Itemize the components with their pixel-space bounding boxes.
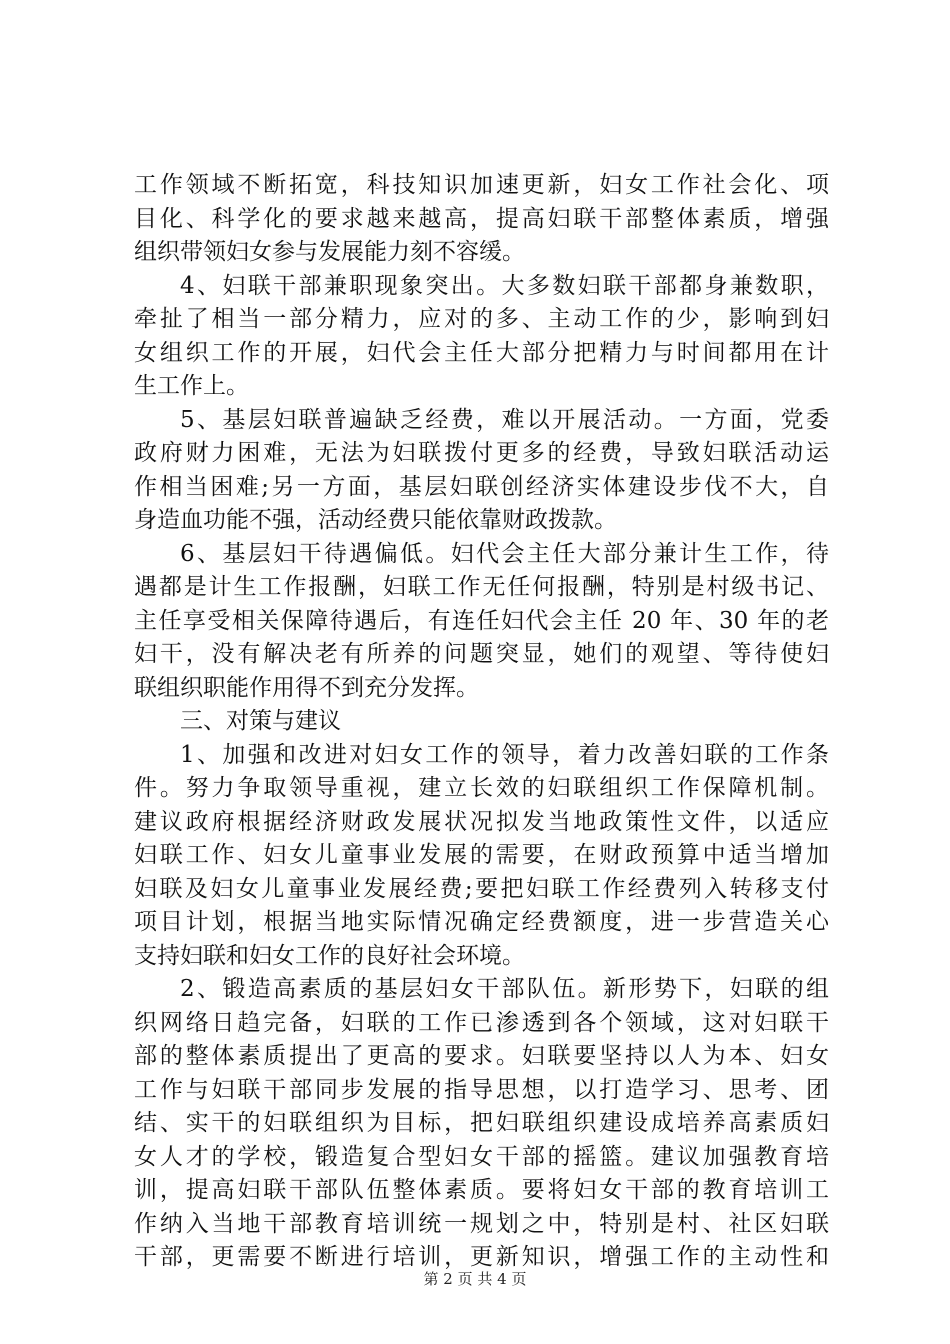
text-line: 妇干，没有解决老有所养的问题突显，她们的观望、等待使妇 [134,641,829,667]
text-line: 作纳入当地干部教育培训统一规划之中，特别是村、社区妇联 [134,1210,829,1237]
paragraph-first-line: 1、加强和改进对妇女工作的领导，着力改善妇联的工作条 [180,741,829,768]
text-line: 训，提高妇联干部队伍整体素质。要将妇女干部的教育培训工 [134,1177,829,1203]
paragraph-first-line: 2、锻造高素质的基层妇女干部队伍。新形势下，妇联的组 [180,976,829,1002]
text-line: 织网络日趋完备，妇联的工作已渗透到各个领域，这对妇联干 [134,1009,829,1036]
text-line: 目化、科学化的要求越来越高，提高妇联干部整体素质，增强 [134,205,829,232]
page-number-footer: 第 2 页 共 4 页 [423,1270,527,1288]
paragraph-first-line: 4、妇联干部兼职现象突出。大多数妇联干部都身兼数职， [180,272,829,299]
text-line: 工作领域不断拓宽，科技知识加速更新，妇女工作社会化、项 [134,172,829,198]
text-line: 联组织职能作用得不到充分发挥。 [134,674,479,701]
text-line: 组织带领妇女参与发展能力刻不容缓。 [134,239,525,265]
text-line: 干部，更需要不断进行培训，更新知识，增强工作的主动性和 [134,1244,829,1270]
text-line: 政府财力困难，无法为妇联拨付更多的经费，导致妇联活动运 [134,440,829,466]
text-line: 遇都是计生工作报酬，妇联工作无任何报酬，特别是村级书记、 [134,574,829,600]
text-line: 支持妇联和妇女工作的良好社会环境。 [134,942,525,969]
text-line: 部的整体素质提出了更高的要求。妇联要坚持以人为本、妇女 [134,1043,829,1069]
text-line: 牵扯了相当一部分精力，应对的多、主动工作的少，影响到妇 [134,306,829,332]
text-line: 作相当困难;另一方面，基层妇联创经济实体建设步伐不大，自 [134,473,829,500]
text-line: 工作与妇联干部同步发展的指导思想，以打造学习、思考、团 [134,1076,829,1103]
document-body [134,169,829,1275]
text-line: 女人才的学校，锻造复合型妇女干部的摇篮。建议加强教育培 [134,1143,829,1170]
section-heading: 三、对策与建议 [180,708,341,734]
text-line: 妇联工作、妇女儿童事业发展的需要，在财政预算中适当增加 [134,842,829,868]
text-line: 建议政府根据经济财政发展状况拟发当地政策性文件，以适应 [134,808,829,835]
text-line: 身造血功能不强，活动经费只能依靠财政拨款。 [134,507,617,533]
paragraph-first-line: 5、基层妇联普遍缺乏经费，难以开展活动。一方面，党委 [180,406,829,433]
paragraph-first-line: 6、基层妇干待遇偏低。妇代会主任大部分兼计生工作，待 [180,540,829,567]
text-line: 项目计划，根据当地实际情况确定经费额度，进一步营造关心 [134,909,829,935]
text-line: 女组织工作的开展，妇代会主任大部分把精力与时间都用在计 [134,339,829,366]
text-line: 妇联及妇女儿童事业发展经费;要把妇联工作经费列入转移支付 [134,875,829,902]
text-line: 主任享受相关保障待遇后，有连任妇代会主任 20 年、30 年的老 [134,607,829,634]
text-line: 件。努力争取领导重视，建立长效的妇联组织工作保障机制。 [134,775,829,801]
text-line: 结、实干的妇联组织为目标，把妇联组织建设成培养高素质妇 [134,1110,829,1136]
text-line: 生工作上。 [134,373,249,399]
